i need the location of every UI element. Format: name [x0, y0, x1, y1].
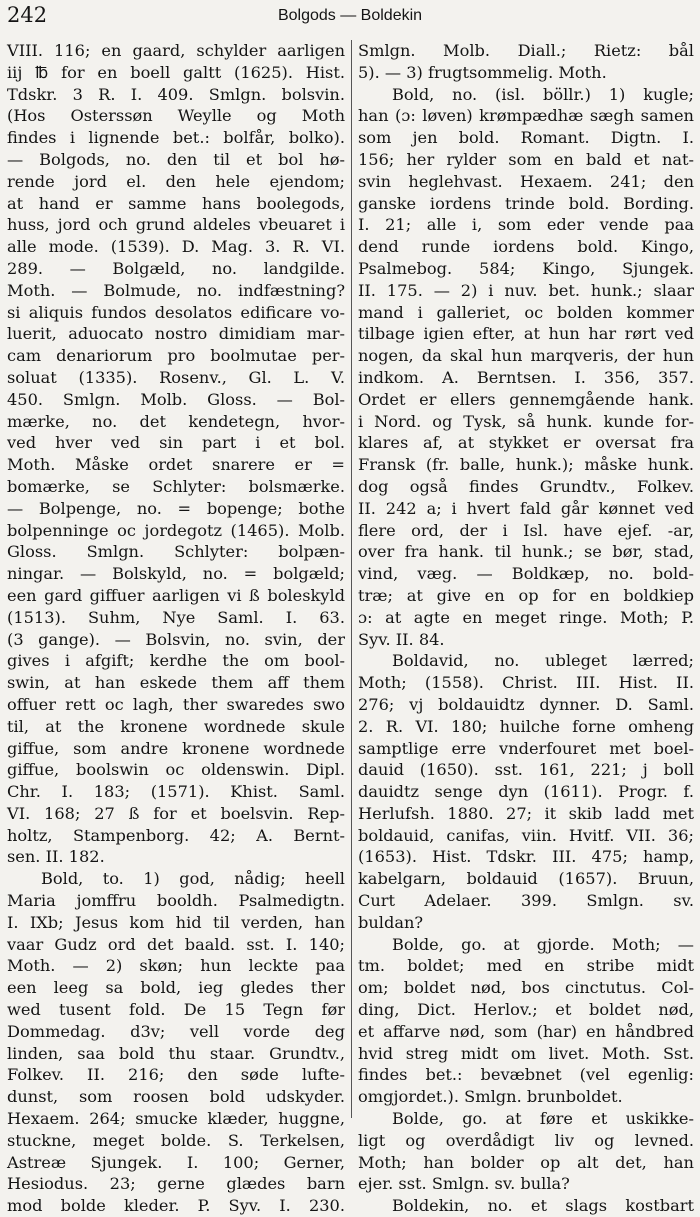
text-line: Hexaem. 264; smucke klæder, huggne,: [7, 1109, 345, 1129]
text-line: klares af, at stykket er oversat fra: [358, 433, 694, 453]
text-line: flere ord, der i Isl. have ejef. -ar,: [358, 520, 694, 540]
page-number: 242: [7, 3, 48, 27]
text-line: Dommedag. d3v; vell vorde deg: [7, 1021, 345, 1041]
text-line: Chr. I. 183; (1571). Khist. Saml.: [7, 782, 345, 802]
right-column: [358, 40, 694, 1216]
text-line: huss, jord och grund aldeles vbeuaret i: [7, 215, 345, 235]
text-line: stuckne, meget bolde. S. Terkelsen,: [7, 1130, 345, 1150]
text-line: Astreæ Sjungek. I. 100; Gerner,: [7, 1152, 345, 1172]
text-line: — Bolpenge, no. = bopenge; bothe: [7, 498, 345, 518]
text-line: Syv. II. 84.: [358, 629, 445, 649]
text-line: mand i galleriet, oc bolden kommer: [358, 302, 694, 322]
text-line: Bold, no. (isl. böllr.) 1) kugle;: [392, 84, 694, 104]
text-line: Smlgn. Molb. Diall.; Rietz: bål: [358, 41, 694, 60]
text-line: (3 gange). — Bolsvin, no. svin, der: [7, 629, 345, 649]
text-line: svin heglehvast. Hexaem. 241; den: [358, 171, 694, 191]
text-line: Bolde, go. at gjorde. Moth; —: [392, 934, 694, 954]
text-line: at hand er samme hans boolegods,: [7, 193, 345, 213]
page-header: [0, 0, 700, 36]
running-head: Bolgods — Boldekin: [277, 7, 423, 24]
text-line: om; boldet nød, bos cinctutus. Col-: [358, 978, 694, 998]
text-line: linden, saa bold thu staar. Grundtv.,: [7, 1043, 345, 1063]
text-line: luerit, aduocato nostro dimidiam mar-: [7, 324, 345, 344]
text-line: et affarve nød, som (har) en håndbred: [358, 1021, 694, 1041]
text-line: han (ɔ: løven) krømpædhæ sægh samen: [358, 106, 694, 126]
text-line: soluat (1335). Rosenv., Gl. L. V.: [7, 367, 345, 387]
text-line: findes bet.: bevæbnet (vel egenlig:: [358, 1065, 694, 1085]
text-line: cam denariorum pro boolmutae per-: [7, 346, 345, 366]
text-line: bomærke, se Schlyter: bolsmærke.: [7, 476, 345, 496]
text-line: si aliquis fundos desolatos edificare vo-: [7, 302, 345, 322]
text-line: ningar. — Bolskyld, no. = bolgæld;: [7, 564, 345, 584]
text-line: Fransk (fr. balle, hunk.); måske hunk.: [358, 455, 694, 475]
text-line: vaar Gudz ord det baald. sst. I. 140;: [7, 934, 345, 954]
text-line: (1513). Suhm, Nye Saml. I. 63.: [7, 607, 345, 627]
text-line: Moth. Måske ordet snarere er =: [7, 455, 345, 475]
text-line: I. 21; alle i, som eder vende paa: [358, 215, 694, 235]
text-line: buldan?: [358, 912, 424, 932]
text-line: giffue, boolswin oc oldenswin. Dipl.: [7, 760, 345, 780]
text-line: wed tusent fold. De 15 Tegn før: [7, 1000, 345, 1020]
text-line: tm. boldet; med en stribe midt: [358, 956, 694, 976]
text-line: (Hos Osterssøn Weylle og Moth: [7, 106, 345, 126]
text-line: Gloss. Smlgn. Schlyter: bolpæn-: [7, 542, 345, 562]
text-line: ligt og overdådigt liv og levned.: [358, 1130, 694, 1150]
text-line: ɔ: at agte en meget ringe. Moth; P.: [358, 607, 694, 627]
text-line: Moth; (1558). Christ. III. Hist. II.: [358, 673, 694, 693]
text-line: Folkev. II. 216; den søde lufte-: [7, 1065, 345, 1085]
text-line: swin, at han eskede them aff them: [7, 673, 345, 693]
text-line: Bold, to. 1) god, nådig; heell: [41, 869, 345, 889]
text-line: Hesiodus. 23; gerne glædes barn: [7, 1174, 345, 1194]
text-line: Ordet er ellers gennemgående hank.: [358, 389, 694, 409]
text-line: træ; at give en op for en boldkiep: [358, 585, 694, 605]
text-line: dunst, som roosen bold udskyder.: [7, 1087, 345, 1107]
text-line: 2. R. VI. 180; huilche forne omheng: [358, 716, 694, 736]
text-line: ganske iordens trinde bold. Bording.: [358, 193, 694, 213]
text-line: samptlige erre vnderfouret met boel-: [358, 738, 694, 758]
text-line: Boldavid, no. ubleget lærred;: [392, 651, 694, 671]
text-line: 156; her rylder som en bald et nat-: [358, 149, 694, 169]
text-line: rende jord el. den hele ejendom;: [7, 171, 345, 191]
text-line: som jen bold. Romant. Digtn. I.: [358, 128, 694, 148]
text-line: Herlufsh. 1880. 27; it skib ladd met: [358, 803, 694, 823]
text-line: over fra hank. til hunk.; se bør, stad,: [358, 542, 694, 562]
text-line: vind, væg. — Boldkæp, no. bold-: [358, 564, 694, 584]
text-line: Maria jomffru booldh. Psalmedigtn.: [7, 891, 345, 911]
text-line: 450. Smlgn. Molb. Gloss. — Bol-: [7, 389, 345, 409]
text-line: til, at the kronene wordnede skule: [7, 716, 345, 736]
text-line: ved hver ved sin part i et bol.: [7, 433, 345, 453]
text-line: offuer rett oc lagh, ther swaredes swo: [7, 694, 345, 714]
text-line: VIII. 116; en gaard, schylder aarligen: [7, 41, 345, 60]
text-line: dauid (1650). sst. 161, 221; j boll: [358, 760, 694, 780]
text-line: Moth. — 2) skøn; hun leckte paa: [7, 956, 345, 976]
text-line: bolpenninge oc jordegotz (1465). Molb.: [7, 520, 345, 540]
text-line: alle mode. (1539). D. Mag. 3. R. VI.: [7, 237, 345, 257]
text-line: Tdskr. 3 R. I. 409. Smlgn. bolsvin.: [7, 84, 345, 104]
text-line: een gard giffuer aarligen vi ß boleskyld: [7, 585, 345, 605]
column-divider: [351, 40, 352, 1118]
text-line: giffue, som andre kronene wordnede: [7, 738, 345, 758]
text-line: dend runde iordens bold. Kingo,: [358, 237, 694, 257]
text-line: ding, Dict. Herlov.; et boldet nød,: [358, 1000, 694, 1020]
text-line: sen. II. 182.: [7, 847, 105, 867]
text-line: Moth; han bolder op alt det, han: [358, 1152, 694, 1172]
text-line: I. IXb; Jesus kom hid til verden, han: [7, 912, 345, 932]
text-line: 289. — Bolgæld, no. landgilde.: [7, 258, 345, 278]
text-line: een leeg sa bold, ieg gledes ther: [7, 978, 345, 998]
text-line: Bolde, go. at føre et uskikke-: [392, 1109, 694, 1129]
text-line: Psalmebog. 584; Kingo, Sjungek.: [358, 258, 694, 278]
text-line: 276; vj boldauidtz dynner. D. Saml.: [358, 694, 694, 714]
text-line: iij ℔ for en boell galtt (1625). Hist.: [7, 62, 345, 82]
text-line: dog også findes Grundtv., Folkev.: [358, 476, 694, 496]
text-line: indkom. A. Berntsen. I. 356, 357.: [358, 367, 694, 387]
text-line: i Nord. og Tysk, så hunk. kunde for-: [358, 411, 694, 431]
text-line: boldauid, canifas, viin. Hvitf. VII. 36;: [358, 825, 694, 845]
text-line: nogen, da skal hun marqveris, der hun: [358, 346, 694, 366]
text-line: tilbage igien efter, at hun har rørt ved: [358, 324, 694, 344]
text-line: dauidtz senge dyn (1611). Progr. f.: [358, 782, 694, 802]
text-line: VI. 168; 27 ß for et boelsvin. Rep-: [7, 803, 345, 823]
text-line: holtz, Stampenborg. 42; A. Bernt-: [7, 825, 345, 845]
text-line: II. 175. — 2) i nuv. bet. hunk.; slaar: [358, 280, 694, 300]
left-column: [7, 40, 345, 1216]
text-line: (1653). Hist. Tdskr. III. 475; hamp,: [358, 847, 694, 867]
text-line: findes i lignende bet.: bolfår, bolko).: [7, 128, 345, 148]
text-line: Boldekin, no. et slags kostbart: [392, 1196, 694, 1216]
text-line: hvid streg midt om livet. Moth. Sst.: [358, 1043, 694, 1063]
text-line: omgjordet.). Smlgn. brunboldet.: [358, 1087, 623, 1107]
text-line: II. 242 a; i hvert fald går kønnet ved: [358, 498, 694, 518]
text-line: Moth. — Bolmude, no. indfæstning?: [7, 280, 345, 300]
text-line: kabelgarn, boldauid (1657). Bruun,: [358, 869, 694, 889]
text-line: mod bolde kleder. P. Syv. I. 230.: [7, 1196, 345, 1216]
text-line: 5). — 3) frugtsommelig. Moth.: [358, 62, 607, 82]
text-line: Curt Adelaer. 399. Smlgn. sv.: [358, 891, 694, 911]
text-line: gives i afgift; kerdhe the om bool-: [7, 651, 345, 671]
text-line: — Bolgods, no. den til et bol hø-: [7, 149, 345, 169]
text-line: mærke, no. det kendetegn, hvor-: [7, 411, 345, 431]
text-line: ejer. sst. Smlgn. sv. bulla?: [358, 1174, 570, 1194]
